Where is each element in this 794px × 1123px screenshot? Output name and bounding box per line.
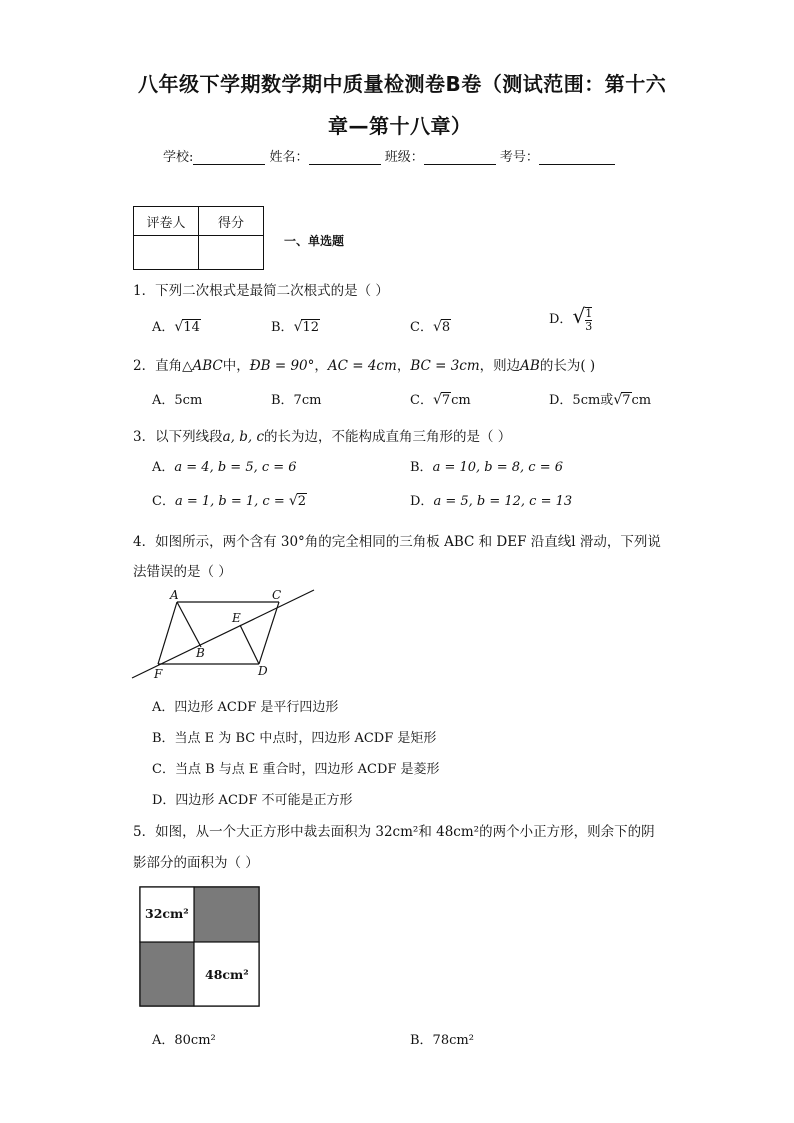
- q2-text: 的长为( ): [539, 358, 596, 374]
- q2-text: ，则边: [479, 358, 521, 374]
- line-l: [132, 590, 314, 678]
- question-5-line1: 5．如图，从一个大正方形中裁去面积为 32cm²和 48cm²的两个小正方形，则余下的阴: [133, 824, 655, 840]
- label-48cm2: 48cm²: [205, 967, 249, 982]
- class-label: 班级：: [384, 150, 424, 165]
- q4-option-d[interactable]: D．四边形 ACDF 不可能是正方形: [152, 793, 353, 808]
- q4-option-c[interactable]: C．当点 B 与点 E 重合时，四边形 ACDF 是菱形: [152, 762, 440, 777]
- radical-icon: √: [613, 392, 623, 408]
- q2-text: ，: [396, 358, 411, 374]
- exam-no-label: 考号：: [499, 150, 539, 165]
- question-4-line1: 4．如图所示，两个含有 30°角的完全相同的三角板 ABC 和 DEF 沿直线l 滑动，下列说: [133, 534, 661, 550]
- q4-option-b[interactable]: B．当点 E 为 BC 中点时，四边形 ACDF 是矩形: [152, 731, 437, 746]
- q2-math: BC = 3cm: [410, 358, 480, 374]
- radical-icon: √: [572, 304, 586, 328]
- label-b: B: [196, 646, 205, 660]
- label-32cm2: 32cm²: [145, 906, 189, 921]
- question-1: 1．下列二次根式是最简二次根式的是（ ）: [133, 283, 389, 299]
- label-d: D: [258, 664, 268, 678]
- school-field[interactable]: [193, 150, 265, 165]
- radical-icon: √: [432, 319, 442, 335]
- segment-af: [158, 602, 177, 664]
- segment-ed: [240, 625, 259, 664]
- option-label: C．: [152, 494, 175, 509]
- option-label: C．: [410, 320, 433, 335]
- option-math: a = 5, b = 12, c = 13: [433, 494, 573, 509]
- class-field[interactable]: [424, 150, 496, 165]
- q2-option-c[interactable]: [410, 389, 471, 408]
- q3-text: 的长为边，不能构成直角三角形的是（ ）: [264, 429, 512, 445]
- school-label: 学校:: [163, 150, 194, 165]
- page-title-line2: 章—第十八章）: [328, 114, 472, 138]
- exam-no-field[interactable]: [539, 150, 615, 165]
- q1-option-b[interactable]: [271, 316, 320, 335]
- option-label: D．5cm或: [549, 393, 614, 408]
- option-label: B．: [410, 460, 433, 475]
- q2-text: ，: [314, 358, 328, 374]
- grader-cell[interactable]: [134, 236, 199, 270]
- radicand: 7: [622, 393, 631, 408]
- option-label: C．: [410, 393, 433, 408]
- option-label: A．: [152, 320, 175, 335]
- option-math: a = 10, b = 8, c = 6: [432, 460, 564, 475]
- q2-text: 2．直角: [133, 358, 183, 374]
- radical-icon: √: [293, 319, 303, 335]
- segment-ab: [177, 602, 201, 647]
- unit: cm: [451, 393, 471, 408]
- label-e: E: [232, 611, 241, 625]
- question-4-line2: 法错误的是（ ）: [133, 564, 232, 580]
- radicand: 12: [302, 320, 320, 335]
- q3-math: a, b, c: [222, 429, 265, 445]
- student-info-line: [163, 146, 615, 165]
- triangle-figure: [128, 586, 320, 682]
- q2-math: △ABC: [182, 358, 223, 374]
- grader-header: 评卷人: [134, 207, 199, 236]
- q5-option-b[interactable]: B．78cm²: [410, 1033, 474, 1048]
- unit: cm: [631, 393, 652, 408]
- radicand: 8: [441, 320, 451, 335]
- q2-text: 中，: [222, 358, 250, 374]
- numerator: 1: [585, 306, 593, 320]
- score-cell[interactable]: [199, 236, 264, 270]
- option-label: D．: [410, 494, 434, 509]
- q3-option-c[interactable]: [152, 490, 307, 509]
- radical-icon: √: [288, 493, 298, 509]
- option-label: B．: [271, 320, 294, 335]
- shaded-region-top-right: [194, 887, 259, 942]
- option-math: a = 1, b = 1, c =: [174, 494, 289, 509]
- section-heading: 一、单选题: [284, 234, 345, 248]
- radical-icon: √: [174, 319, 184, 335]
- question-2: [133, 354, 595, 374]
- denominator: 3: [585, 319, 593, 333]
- q3-text: 3．以下列线段: [133, 429, 223, 445]
- name-field[interactable]: [309, 150, 381, 165]
- q1-option-d[interactable]: [549, 304, 592, 333]
- q5-option-a[interactable]: A．80cm²: [152, 1033, 216, 1048]
- option-label: D．: [549, 312, 573, 327]
- shaded-region-bottom-left: [140, 942, 194, 1006]
- question-5-line2: 影部分的面积为（ ）: [133, 855, 259, 871]
- q3-option-a[interactable]: [152, 456, 297, 475]
- label-c: C: [272, 588, 282, 602]
- option-math: a = 4, b = 5, c = 6: [174, 460, 297, 475]
- score-table: [133, 206, 264, 270]
- score-header: 得分: [199, 207, 264, 236]
- page-title-line1: 八年级下学期数学期中质量检测卷B卷（测试范围：第十六: [138, 72, 667, 96]
- q4-option-a[interactable]: A．四边形 ACDF 是平行四边形: [152, 700, 339, 715]
- radicand: 7: [441, 393, 451, 408]
- q2-option-a[interactable]: A．5cm: [152, 393, 203, 408]
- q2-math: AB: [520, 358, 540, 374]
- radicand: 14: [183, 320, 200, 335]
- question-3: [133, 425, 511, 445]
- label-f: F: [154, 667, 163, 681]
- option-label: A．: [152, 460, 175, 475]
- q1-option-c[interactable]: [410, 316, 451, 335]
- name-label: 姓名：: [269, 150, 309, 165]
- radical-icon: √: [432, 392, 442, 408]
- q1-option-a[interactable]: [152, 316, 201, 335]
- q3-option-d[interactable]: [410, 490, 572, 509]
- square-figure: [139, 886, 261, 1008]
- q2-math: AC = 4cm: [327, 358, 397, 374]
- label-a: A: [170, 588, 179, 602]
- radicand: 2: [297, 494, 307, 509]
- q3-option-b[interactable]: [410, 456, 563, 475]
- q2-option-b[interactable]: B．7cm: [271, 393, 322, 408]
- q2-math: ÐB = 90°: [249, 358, 315, 374]
- fraction: [585, 307, 592, 333]
- q2-option-d[interactable]: [549, 389, 651, 408]
